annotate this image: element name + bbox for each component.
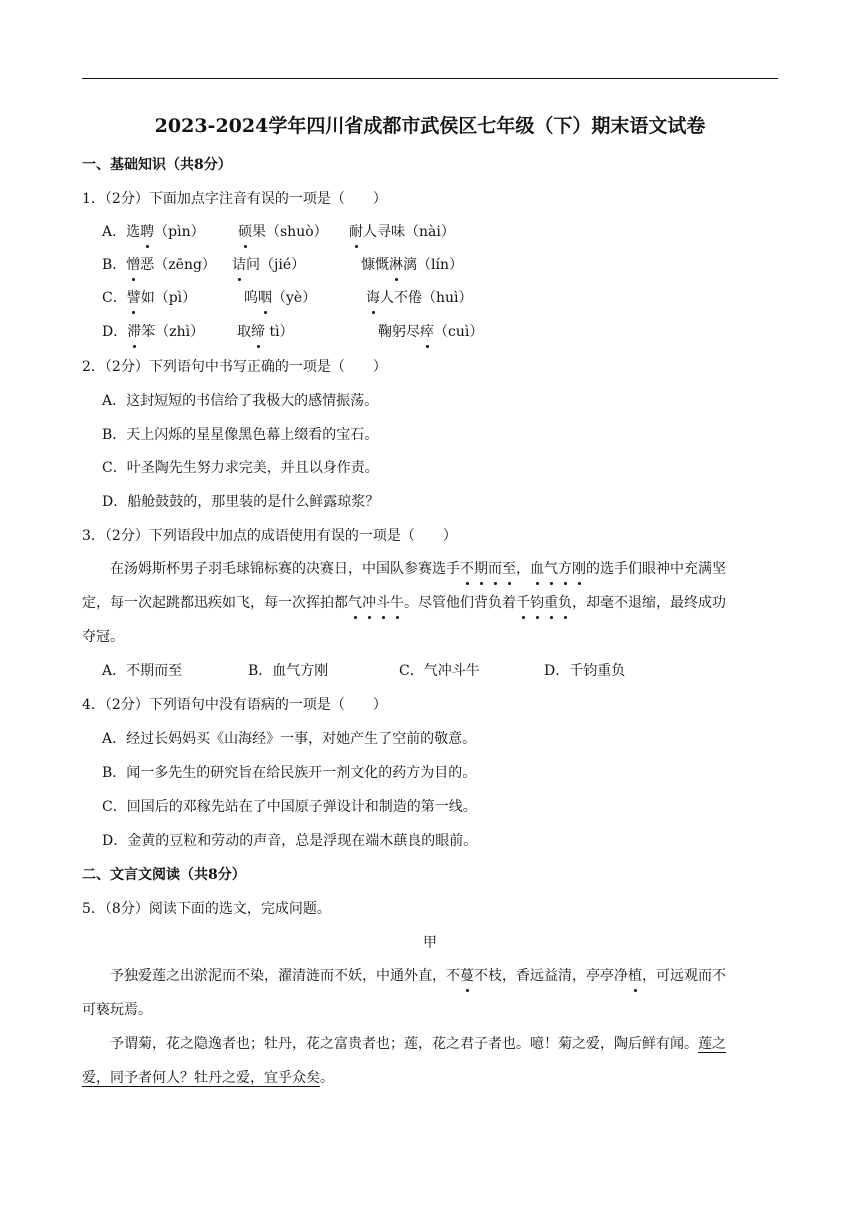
dotted-char: 咽 [258, 290, 272, 306]
question-4-option-a: A．经过长妈妈买《山海经》一事，对她产生了空前的敬意。 [102, 731, 477, 747]
dotted-char: 刚 [572, 561, 586, 577]
option-letter: C． [102, 290, 127, 306]
dotted-char: 瘁 [420, 324, 434, 340]
page-title: 2023-2024学年四川省成都市武侯区七年级（下）期末语文试卷 [154, 115, 706, 137]
classical-passage-line-3: 予谓菊，花之隐逸者也；牡丹，花之富贵者也；莲，花之君子者也。噫！菊之爱，陶后鲜有闻。莲之 [110, 1036, 726, 1052]
dotted-char: 气 [544, 561, 558, 577]
dotted-char: 缔 [251, 324, 265, 340]
question-4-option-d: D．金黄的豆粒和劳动的声音，总是浮现在端木蕻良的眼前。 [102, 833, 478, 849]
option-letter: D． [102, 324, 128, 340]
question-1-stem: 1．（2分）下面加点字注音有误的一项是（ ） [82, 191, 387, 207]
classical-passage-line-2: 可亵玩焉。 [82, 1002, 152, 1018]
question-4-option-c: C．回国后的邓稼先站在了中国原子弹设计和制造的第一线。 [102, 799, 477, 815]
question-3-option-b: B．血气方刚 [248, 663, 329, 679]
dotted-char: 至 [502, 561, 516, 577]
question-1-option-d-word-2: 取缔 tì） [237, 324, 294, 340]
question-1-option-a-word-2: 硕果（shuò） [238, 224, 328, 240]
question-3-passage-line-1: 在汤姆斯杯男子羽毛球锦标赛的决赛日，中国队参赛选手不期而至，血气方刚的选手们眼神中充满坚 [110, 561, 726, 577]
section-heading-classical: 二、文言文阅读（共8分） [82, 867, 246, 883]
question-3-stem: 3．（2分）下列语段中加点的成语使用有误的一项是（ ） [82, 528, 457, 544]
dotted-char: 负 [558, 595, 572, 611]
header-rule [82, 78, 778, 79]
question-1-option-b-word-3: 慷慨淋漓（lín） [361, 257, 463, 273]
option-letter: A． [102, 224, 127, 240]
dotted-char: 重 [544, 595, 558, 611]
question-2-option-b: B．天上闪烁的星星像黑色幕上缀看的宝石。 [102, 427, 379, 443]
section-heading-basics: 一、基础知识（共8分） [82, 157, 232, 173]
dotted-char: 千 [516, 595, 530, 611]
question-1-option-c: C．譬如（pì） [102, 290, 197, 306]
dotted-char: 钧 [530, 595, 544, 611]
idiom-dotted [348, 595, 404, 611]
question-1-option-b: B．憎恶（zēng） [102, 257, 216, 273]
question-3-option-a: A．不期而至 [102, 663, 183, 679]
dotted-char: 而 [488, 561, 502, 577]
option-letter: B． [102, 257, 127, 273]
dotted-char: 憎 [126, 257, 141, 273]
dotted-char: 气 [348, 595, 362, 611]
question-4-option-b: B．闻一多先生的研究旨在给民族开一剂文化的药方为目的。 [102, 765, 477, 781]
dotted-char: 譬 [126, 290, 141, 306]
dotted-char: 诲 [366, 290, 380, 306]
question-1-option-c-word-2: 呜咽（yè） [244, 290, 317, 306]
classical-passage-line-4: 爱，同予者何人？牡丹之爱，宜乎众矣。 [82, 1070, 334, 1086]
dotted-char: 滞 [127, 324, 142, 340]
question-3-option-d: D．千钧重负 [544, 663, 626, 679]
question-3-passage-line-2: 定，每一次起跳都迅疾如飞，每一次挥拍都气冲斗牛。尽管他们背负着千钧重负，却毫不退缩，最终成功 [82, 595, 726, 611]
dotted-char: 血 [530, 561, 544, 577]
dotted-char: 蔓 [460, 968, 474, 984]
classical-passage-line-1: 予独爱莲之出淤泥而不染，濯清涟而不妖，中通外直，不蔓不枝，香远益清，亭亭净植，可远观而不 [110, 968, 726, 984]
question-3-option-c: C．气冲斗牛 [399, 663, 480, 679]
question-5-stem: 5．（8分）阅读下面的选文，完成问题。 [82, 901, 331, 917]
question-2-option-c: C．叶圣陶先生努力求完美，并且以身作责。 [102, 460, 379, 476]
question-2-stem: 2．（2分）下列语句中书写正确的一项是（ ） [82, 359, 387, 375]
question-1-option-d-word-3: 鞠躬尽瘁（cuì） [378, 324, 484, 340]
dotted-char: 诘 [232, 257, 246, 273]
idiom-dotted [530, 561, 586, 577]
dotted-char: 聘 [140, 224, 155, 240]
dotted-char: 方 [558, 561, 572, 577]
idiom-dotted [516, 595, 572, 611]
dotted-char: 斗 [376, 595, 390, 611]
question-2-option-d: D．船舱鼓鼓的，那里装的是什么鲜露琼浆？ [102, 494, 380, 510]
dotted-char: 淋 [389, 257, 403, 273]
question-4-stem: 4．（2分）下列语句中没有语病的一项是（ ） [82, 697, 387, 713]
passage-label-jia: 甲 [423, 935, 437, 951]
dotted-char: 牛 [390, 595, 404, 611]
underlined-sentence: 爱，同予者何人？牡丹之爱，宜乎众矣 [82, 1070, 320, 1086]
dotted-char: 不 [460, 561, 474, 577]
question-2-option-a: A．这封短短的书信给了我极大的感情振荡。 [102, 393, 379, 409]
underlined-sentence: 莲之 [698, 1036, 726, 1052]
question-3-passage-line-3: 夺冠。 [82, 629, 124, 645]
dotted-char: 硕 [238, 224, 252, 240]
question-1-option-b-word-2: 诘问（jié） [232, 257, 306, 273]
dotted-char: 期 [474, 561, 488, 577]
dotted-char: 植 [628, 968, 642, 984]
dotted-char: 耐 [349, 224, 363, 240]
idiom-dotted [460, 561, 516, 577]
question-1-option-a: A．选聘（pìn） [102, 224, 205, 240]
question-1-option-d: D．滞笨（zhì） [102, 324, 205, 340]
question-1-option-c-word-3: 诲人不倦（huì） [366, 290, 473, 306]
question-1-option-a-word-3: 耐人寻味（nài） [349, 224, 455, 240]
dotted-char: 冲 [362, 595, 376, 611]
